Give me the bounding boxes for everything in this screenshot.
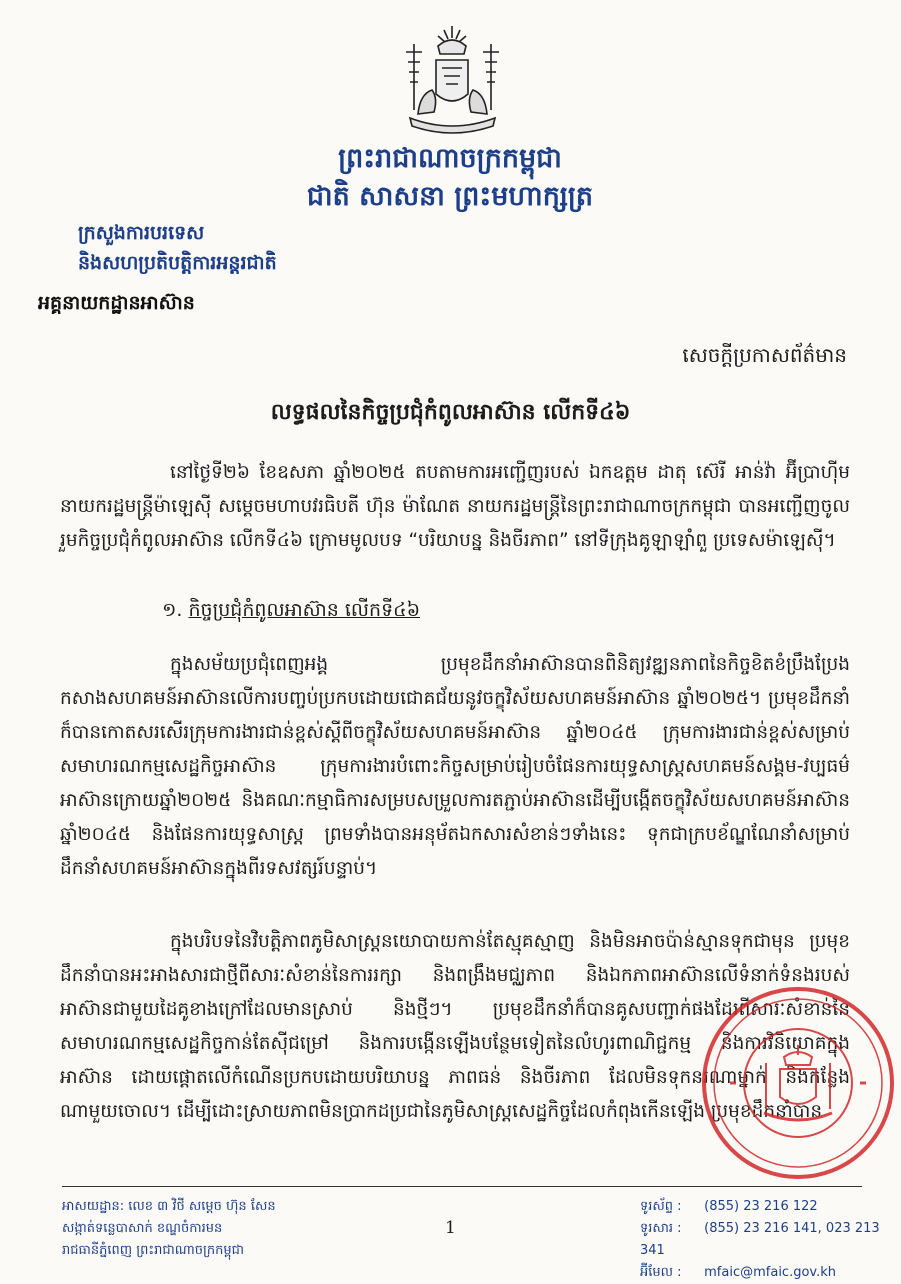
fax-row (640, 1218, 901, 1262)
paragraph-2: ក្នុងសម័យប្រជុំពេញអង្គ ប្រមុខដឹកនាំអាស៊ានបានពិនិត្យវឌ្ឍនភាពនៃកិច្ចខិតខំប្រឹងប្រែងកសាងសហគមន៍អាស៊ានលើការបញ្ចប់ប្រកបដោយជោគជ័យនូវចក្ខុវិស័យសហគមន៍អាស៊ាន ឆ្នាំ២០២៥។ ប្រមុខដឹកនាំក៏បានកោតសរសើរក្រុមការងារជាន់ខ្ពស់ស្តីពីចក្ខុវិស័យសហគមន៍អាស៊ាន ឆ្នាំ២០៤៥ ក្រុមការងារជាន់ខ្ពស់សម្រាប់សមាហរណកម្មសេដ្ឋកិច្ចអាស៊ាន ក្រុមការងារបំពោះកិច្ចសម្រាប់រៀបចំផែនការយុទ្ធសាស្ត្រសហគមន៍សង្គម-វប្បធម៌អាស៊ានក្រោយឆ្នាំ២០២៥ និងគណៈកម្មាធិការសម្របសម្រួលការតភ្ជាប់អាស៊ានដើម្បីបង្កើតចក្ខុវិស័យសហគមន៍អាស៊ាន ឆ្នាំ២០៤៥ និងផែនការយុទ្ធសាស្ត្រ ព្រមទាំងបានអនុម័តឯកសារសំខាន់ៗទាំងនេះ ទុកជាក្របខ័ណ្ឌណែនាំសម្រាប់ដឹកនាំសហគមន៍អាស៊ានក្នុងពីរទសវត្សរ៍បន្ទាប់។ (60, 654, 850, 879)
paragraph-3: ក្នុងបរិបទនៃវិបត្តិភាពភូមិសាស្ត្រនយោបាយកាន់តែស្មុគស្មាញ និងមិនអាចប៉ាន់ស្មានទុកជាមុន ប្រមុខដឹកនាំបានអះអាងសារជាថ្មីពីសារៈសំខាន់នៃការរក្សា និងពង្រឹងមជ្ឈភាព និងឯកភាពអាស៊ានលើទំនាក់ទំនងរបស់អាស៊ានជាមួយដៃគូខាងក្រៅដែលមានស្រាប់ និងថ្មីៗ។ ប្រមុខដឹកនាំក៏បានគូសបញ្ជាក់ផងដែរពីសារៈសំខាន់នៃសមាហរណកម្មសេដ្ឋកិច្ចកាន់តែស៊ីជម្រៅ និងការបង្កើនឡើងបន្ថែមទៀតនៃលំហូរពាណិជ្ជកម្ម និងការវិនិយោគក្នុងអាស៊ាន ដោយផ្តោតលើកំណើនប្រកបដោយបរិយាបន្ន ភាពធន់ និងចីរភាព ដែលមិនទុកនរណាម្នាក់ និងកន្លែងណាមួយចោល។ ដើម្បីដោះស្រាយភាពមិនប្រាកដប្រជានៃភូមិសាស្ត្រសេដ្ឋកិច្ចដែលកំពុងកើនឡើង ប្រមុខដឹកនាំបាន (60, 931, 850, 1122)
phone-value: (855) 23 216 122 (704, 1199, 818, 1214)
document-type: សេចក្តីប្រកាសព័ត៌មាន (682, 343, 847, 367)
section-number: ១. (162, 599, 183, 621)
footer-contact (640, 1196, 901, 1284)
fax-value: (855) 23 216 141, 023 213 341 (640, 1221, 880, 1258)
footer-divider (62, 1186, 862, 1187)
kingdom-line-2: ជាតិ សាសនា ព្រះមហាក្សត្រ (306, 181, 594, 212)
phone-label: ទូរស័ព្ទ : (640, 1199, 682, 1214)
ministry-seal-stamp-icon (700, 985, 896, 1181)
address-line-1: អាសយដ្ឋាន: លេខ ៣ វិថី សម្តេច ហ៊ុន សែន (62, 1199, 276, 1214)
ministry-heading (78, 218, 338, 278)
department-name: អគ្គនាយកដ្ឋានអាស៊ាន (38, 292, 195, 314)
page-number: 1 (445, 1218, 456, 1238)
email-row (640, 1262, 901, 1284)
ministry-line-2: និងសហប្រតិបត្តិការអន្តរជាតិ (78, 252, 277, 274)
royal-arms-emblem-icon (400, 24, 505, 136)
address-line-2: សង្កាត់ទន្លេបាសាក់ ខណ្ឌចំការមន (62, 1221, 223, 1236)
document-title: លទ្ធផលនៃកិច្ចប្រជុំកំពូលអាស៊ាន លើកទី៤៦ (270, 399, 631, 425)
footer-address (62, 1196, 276, 1262)
fax-label: ទូរសារ : (640, 1221, 682, 1236)
kingdom-line-1: ព្រះរាជាណាចក្រកម្ពុជា (338, 143, 562, 174)
phone-row (640, 1196, 901, 1218)
address-line-3: រាជធានីភ្នំពេញ ព្រះរាជាណាចក្រកម្ពុជា (62, 1243, 244, 1258)
email-label: អ៊ីមែល : (640, 1265, 682, 1280)
email-link[interactable]: mfaic@mfaic.gov.kh (704, 1265, 836, 1280)
section-title: កិច្ចប្រជុំកំពូលអាស៊ាន លើកទី៤៦ (188, 599, 421, 621)
paragraph-1: នៅថ្ងៃទី២៦ ខែឧសភា ឆ្នាំ២០២៥ តបតាមការអញ្ជើញរបស់ ឯកឧត្តម ដាតុ ស៊េរី អាន់វ៉ា អ៊ីប្រាហ៊ីម នាយករដ្ឋមន្ត្រីម៉ាឡេស៊ី សម្តេចមហាបវរធិបតី ហ៊ុន ម៉ាណែត នាយករដ្ឋមន្ត្រីនៃព្រះរាជាណាចក្រកម្ពុជា បានអញ្ជើញចូលរួមកិច្ចប្រជុំកំពូលអាស៊ាន លើកទី៤៦ ក្រោមមូលបទ “បរិយាបន្ន និងចីរភាព” នៅទីក្រុងគូឡាឡាំពួ ប្រទេសម៉ាឡេស៊ី។ (60, 462, 850, 551)
ministry-line-1: ក្រសួងការបរទេស (78, 222, 205, 244)
section-heading-1 (162, 598, 420, 626)
kingdom-heading (250, 140, 650, 216)
